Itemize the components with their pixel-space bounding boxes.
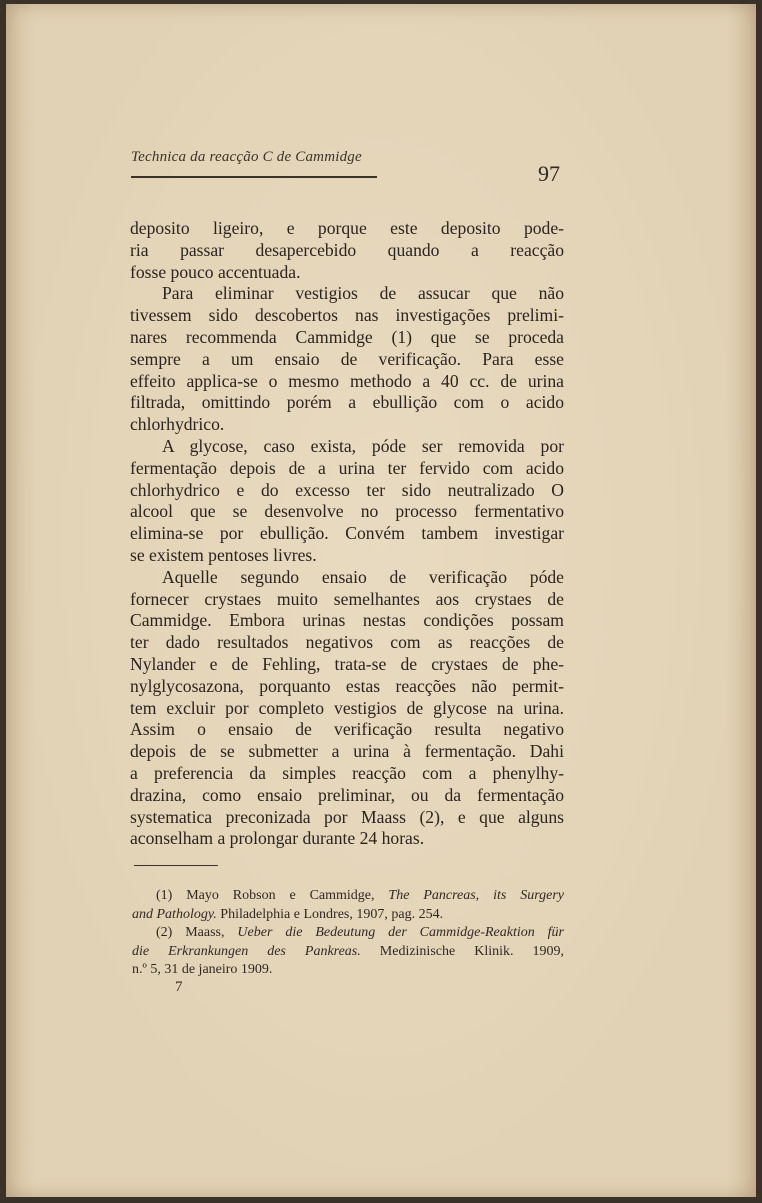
book-page xyxy=(6,4,756,1197)
running-head-rule xyxy=(131,176,377,178)
body-line: chlorhydrico e do excesso ter sido neutralizado O xyxy=(130,479,564,500)
body-line: tivessem sido descobertos nas investigações prelimi- xyxy=(130,305,564,326)
page-number: 97 xyxy=(538,161,560,186)
body-line: Cammidge. Embora urinas nestas condições possam xyxy=(130,610,564,631)
footnote-2-line-2 xyxy=(132,943,564,962)
body-line: chlorhydrico. xyxy=(130,414,225,435)
footnote-2-title: Ueber die Bedeutung der Cammidge-Reaktion für xyxy=(237,925,564,940)
body-line: ria passar desapercebido quando a reacção xyxy=(130,239,564,260)
body-line: fosse pouco accentuada. xyxy=(130,261,301,282)
body-line: nylglycosazona, porquanto estas reacções não permit- xyxy=(130,675,564,696)
footnote-1-line-2 xyxy=(132,906,564,925)
body-line: depois de se submetter a urina à fermentação. Dahi xyxy=(130,741,564,762)
body-line: Nylander e de Fehling, trata-se de crystaes de phe- xyxy=(130,653,564,674)
footnote-2-journal: Medizinische Klinik. 1909, xyxy=(360,943,565,959)
paragraph-start-line: Para eliminar vestigios de assucar que não xyxy=(162,283,564,304)
footnote-2-citation: (2) Maass, xyxy=(156,925,238,940)
body-line: sempre a um ensaio de verificação. Para esse xyxy=(130,348,564,369)
body-line: systematica preconizada por Maass (2), e que alguns xyxy=(130,806,564,827)
body-line: tem excluir por completo vestigios de glycose na urina. xyxy=(130,697,564,718)
body-line: nares recommenda Cammidge (1) que se proceda xyxy=(130,326,564,347)
body-line: filtrada, omittindo porém a ebullição com o acido xyxy=(130,392,564,413)
paragraph-start-line: Aquelle segundo ensaio de verificação póde xyxy=(162,566,564,587)
footnote-2-line-1 xyxy=(132,924,564,943)
footnotes xyxy=(132,887,564,980)
paragraph-start-line: A glycose, caso exista, póde ser removida por xyxy=(162,435,564,456)
footnote-2-line-3: n.º 5, 31 de janeiro 1909. xyxy=(132,962,273,977)
signature-mark: 7 xyxy=(175,979,183,995)
body-text xyxy=(130,218,564,850)
body-line: fornecer crystaes muito semelhantes aos crystaes de xyxy=(130,588,564,609)
footnote-1-title-cont: and Pathology. xyxy=(132,906,217,922)
footnote-1-imprint: Philadelphia e Londres, 1907, pag. 254. xyxy=(216,906,444,922)
body-line: se existem pentoses livres. xyxy=(130,544,317,565)
body-line: alcool que se desenvolve no processo fermentativo xyxy=(130,501,564,522)
footnote-rule xyxy=(134,865,218,866)
footnote-1-citation: (1) Mayo Robson e Cammidge, xyxy=(156,888,389,903)
body-line: drazina, como ensaio preliminar, ou da fermentação xyxy=(130,784,564,805)
body-line: elimina-se por ebullição. Convém tambem investigar xyxy=(130,523,564,544)
body-line: aconselham a prolongar durante 24 horas. xyxy=(130,828,425,849)
footnote-1-line-1 xyxy=(132,887,564,906)
body-line: fermentação depois de a urina ter fervido com acido xyxy=(130,457,564,478)
footnote-1-title: The Pancreas, its Surgery xyxy=(388,888,565,903)
running-head: Technica da reacção C de Cammidge xyxy=(131,149,362,165)
body-line: ter dado resultados negativos com as reacções de xyxy=(130,632,564,653)
body-line: effeito applica-se o mesmo methodo a 40 cc. de urina xyxy=(130,370,564,391)
body-line: deposito ligeiro, e porque este deposito pode- xyxy=(130,218,564,238)
body-line: a preferencia da simples reacção com a phenylhy- xyxy=(130,762,564,783)
footnote-2-title-cont: die Erkrankungen des Pankreas. xyxy=(132,943,361,959)
body-line: Assim o ensaio de verificação resulta negativo xyxy=(130,719,564,740)
